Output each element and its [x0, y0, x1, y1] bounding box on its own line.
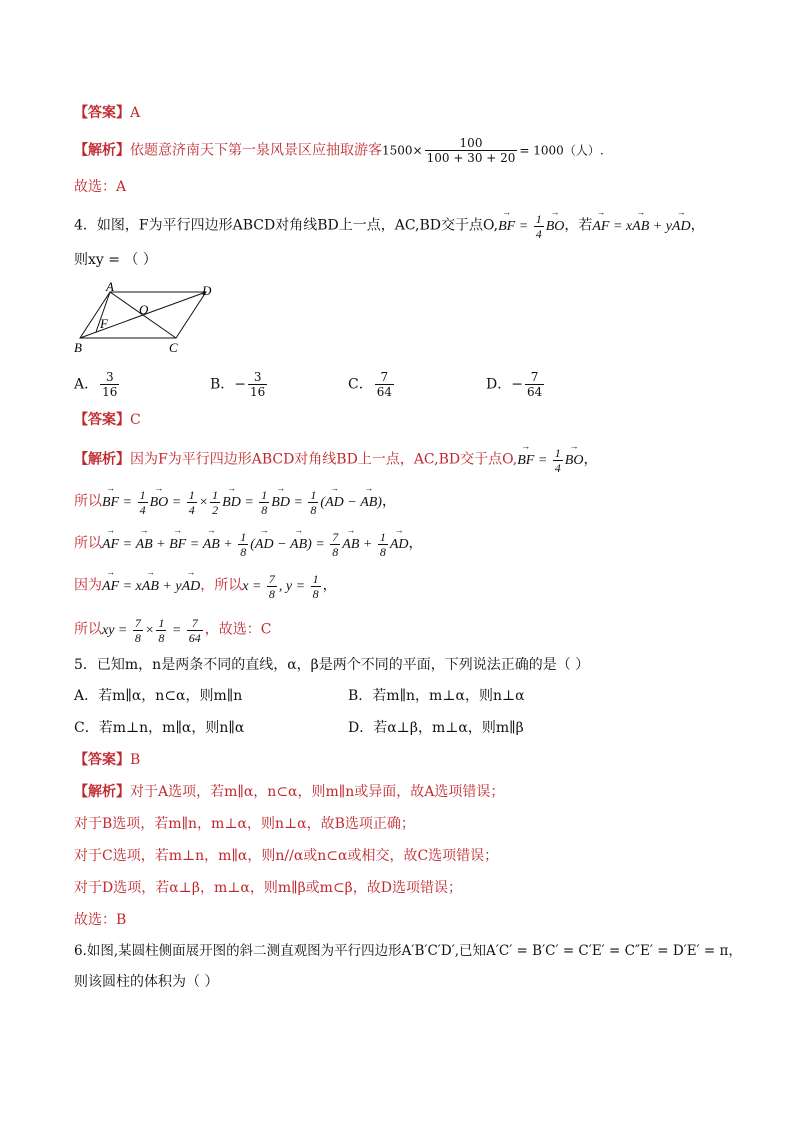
- q3-fraction: $\frac{100}{100 + 30 + 20}$: [426, 136, 516, 165]
- parallelogram-figure: [68, 282, 218, 354]
- q4-stem: 4．如图，F为平行四边形ABCD对角线BD上一点，AC,BD交于点O,→ BF = $\frac{1}{4}$ → BO，若→ AF = x→ AB + y→ AD，: [74, 212, 705, 241]
- q4-stem-if: ，若: [564, 217, 593, 234]
- q4-analysis-line1: 【解析】因为F为平行四边形ABCD对角线BD上一点，AC,BD交于点O,→ BF = $\frac{1}{4}$ → BO，: [74, 446, 597, 475]
- q4-expr-bf: → BF = $\frac{1}{4}$ → BO: [498, 219, 564, 234]
- q4-option-c: C． $\frac{7}{64}$: [348, 370, 392, 399]
- q3-calc-post: = 1000（人）.: [519, 143, 604, 158]
- q4-option-a: A． $\frac{3}{16}$: [74, 370, 118, 399]
- analysis-label: 【解析】: [74, 142, 130, 159]
- q5-stem: 5．已知m，n是两条不同的直线，α，β是两个不同的平面，下列说法正确的是（ ）: [74, 657, 590, 673]
- q5-option-c: C．若m⊥n，m∥α，则n∥α: [74, 720, 245, 736]
- label-b: B: [74, 340, 82, 354]
- q6-stem-line2: 则该圆柱的体积为（ ）: [74, 974, 219, 990]
- q5-analysis-line4: 对于D选项，若α⊥β，m⊥α，则m∥β或m⊂β，故D选项错误；: [74, 880, 462, 896]
- q4-expr-af: → AF = x→ AB + y→ AD: [592, 219, 690, 234]
- q3-conclusion: 故选：A: [74, 179, 127, 195]
- label-a: A: [106, 282, 114, 294]
- q4-option-b: B．− $\frac{3}{16}$: [210, 370, 266, 399]
- label-f: F: [100, 316, 108, 331]
- q3-answer-line: [74, 103, 140, 123]
- q5-option-a: A．若m∥α，n⊂α，则m∥n: [74, 688, 243, 704]
- q5-answer-value: B: [130, 752, 141, 768]
- q5-answer-line: 【答案】B: [74, 752, 141, 768]
- q4-step4: 因为→ AF = x→ AB + y→ AD，所以x = $\frac{7}{8}$ , y = $\frac{1}{8}$ ，: [74, 572, 337, 601]
- label-d: D: [202, 283, 212, 298]
- q3-analysis-text: 依题意济南天下第一泉风景区应抽取游客: [130, 142, 382, 159]
- q5-analysis-line3: 对于C选项，若m⊥n，m∥α，则n//α或n⊂α或相交，故C选项错误；: [74, 848, 499, 864]
- label-o: O: [139, 302, 149, 317]
- q5-option-d: D．若α⊥β，m⊥α，则m∥β: [348, 720, 524, 736]
- answer-label: 【答案】: [74, 105, 130, 121]
- q4-answer-line: 【答案】C: [74, 412, 141, 428]
- q4-step3: 所以→ AF = → AB + → BF = → AB + $\frac{1}{8}$ (→ AD − → AB) = $\frac{7}{8}$ → AB + $\frac{1}{8}$ → AD，: [74, 530, 423, 559]
- q4-step2: 所以→ BF = $\frac{1}{4}$ → BO = $\frac{1}{4}$ × $\frac{1}{2}$ → BD = $\frac{1}{8}$ → BD = $\frac{1}{8}$ (→ AD − → AB)，: [74, 488, 396, 517]
- q4-answer-value: C: [130, 412, 141, 428]
- q4-option-d: D．− $\frac{7}{64}$: [486, 370, 543, 399]
- q5-conclusion: 故选：B: [74, 912, 127, 928]
- label-c: C: [169, 340, 178, 354]
- q4-step5: 所以xy = $\frac{7}{8}$ × $\frac{1}{8}$ = $\frac{7}{64}$ ，故选：C: [74, 616, 272, 645]
- q5-option-b: B．若m∥n，m⊥α，则n⊥α: [348, 688, 525, 704]
- q6-stem-line1: 6.如图,某圆柱侧面展开图的斜二测直观图为平行四边形A′B′C′D′,已知A′C′ = B′C′ = C′E′ = C″E′ = D′E′ = π，: [74, 943, 742, 959]
- q5-analysis-line1: 【解析】对于A选项，若m∥α，n⊂α，则m∥n或异面，故A选项错误；: [74, 784, 505, 800]
- q5-analysis-line2: 对于B选项，若m∥n，m⊥α，则n⊥α，故B选项正确；: [74, 816, 415, 832]
- q4-stem-line2: 则xy = （ ）: [74, 252, 157, 268]
- q4-analysis-expr: → BF = $\frac{1}{4}$ → BO: [517, 453, 583, 468]
- q4-stem-text: 4．如图，F为平行四边形ABCD对角线BD上一点，AC,BD交于点O,: [74, 217, 499, 234]
- q3-analysis-line: [74, 136, 604, 165]
- q3-answer-value: A: [130, 105, 141, 121]
- q3-calc-pre: 1500×: [382, 143, 423, 158]
